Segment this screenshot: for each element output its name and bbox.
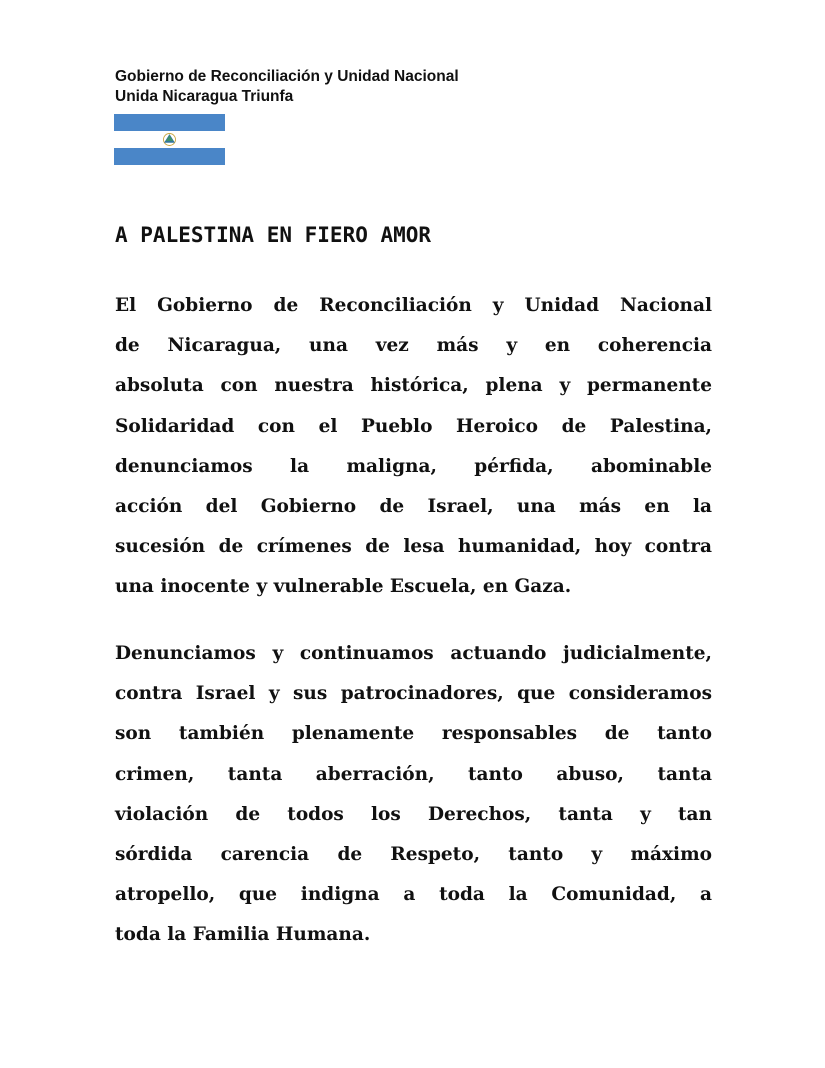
- paragraph-line: crimen, tanta aberración, tanto abuso, tanta: [115, 763, 712, 785]
- header-line-government: Gobierno de Reconciliación y Unidad Nacional: [115, 68, 459, 85]
- paragraph-line: absoluta con nuestra histórica, plena y permanente: [115, 375, 712, 397]
- paragraph-line: sucesión de crímenes de lesa humanidad, hoy contra: [115, 536, 712, 558]
- paragraph-line: toda la Familia Humana.: [115, 924, 371, 946]
- paragraph-line: denunciamos la maligna, pérfida, abominable: [115, 455, 712, 477]
- paragraph-line: son también plenamente responsables de tanto: [115, 723, 712, 745]
- paragraph-line: Solidaridad con el Pueblo Heroico de Palestina,: [115, 415, 712, 437]
- paragraph-1: [115, 286, 712, 608]
- header-line-slogan: Unida Nicaragua Triunfa: [115, 88, 294, 105]
- paragraph-2: [115, 634, 712, 956]
- paragraph-line: violación de todos los Derechos, tanta y tan: [115, 803, 712, 825]
- government-header: [115, 67, 459, 107]
- nicaragua-flag-icon: [114, 114, 225, 165]
- flag-bottom-stripe: [114, 148, 225, 165]
- paragraph-line: atropello, que indigna a toda la Comunidad, a: [115, 884, 712, 906]
- paragraph-line: Denunciamos y continuamos actuando judicialmente,: [115, 643, 712, 664]
- paragraph-line: de Nicaragua, una vez más y en coherencia: [115, 335, 712, 357]
- paragraph-line: contra Israel y sus patrocinadores, que consideramos: [115, 683, 712, 705]
- document-title: A PALESTINA EN FIERO AMOR: [115, 223, 432, 247]
- paragraph-line: El Gobierno de Reconciliación y Unidad Nacional: [115, 295, 712, 316]
- flag-top-stripe: [114, 114, 225, 131]
- paragraph-line: sórdida carencia de Respeto, tanto y máximo: [115, 843, 712, 865]
- paragraph-line: acción del Gobierno de Israel, una más en la: [115, 495, 712, 517]
- paragraph-line: una inocente y vulnerable Escuela, en Gaza.: [115, 576, 572, 598]
